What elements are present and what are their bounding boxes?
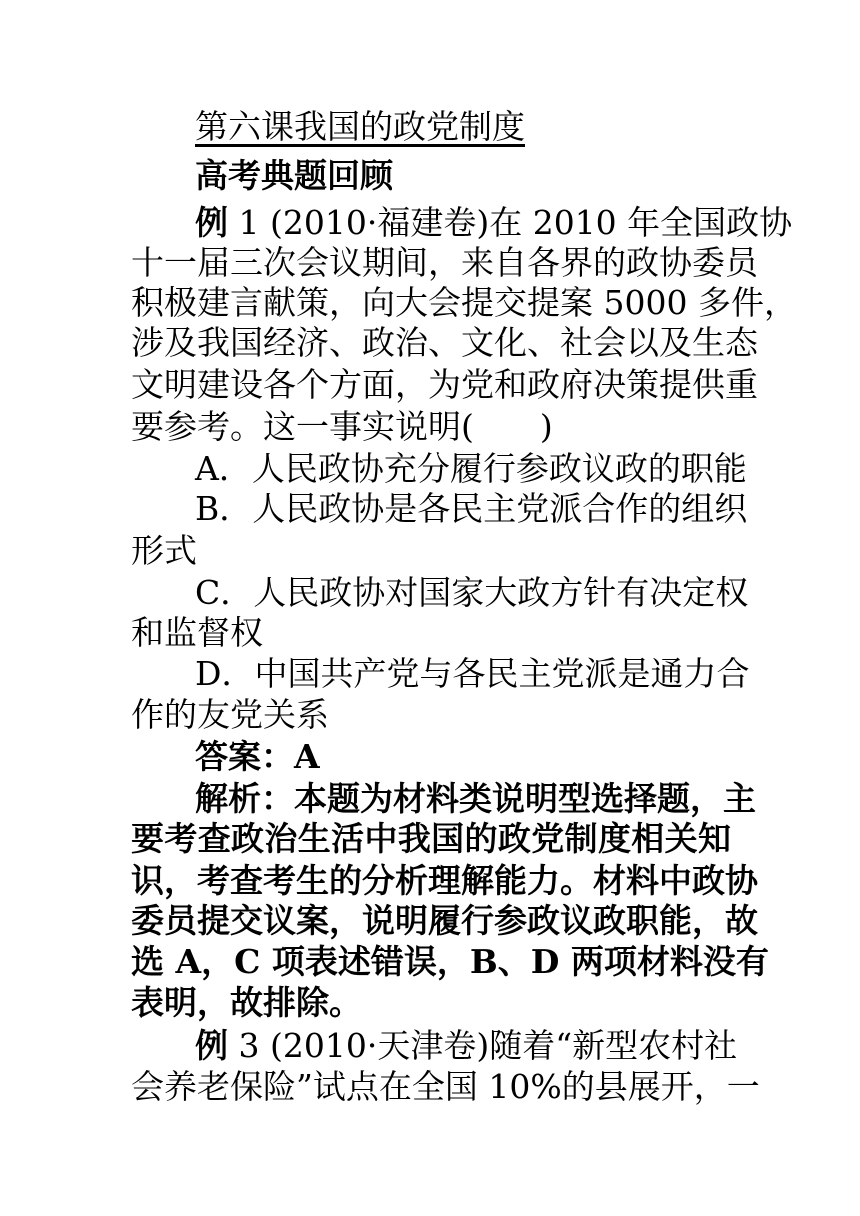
answer-label: 答案： <box>195 737 294 776</box>
answer-line <box>195 736 731 777</box>
analysis-label: 解析： <box>195 779 294 818</box>
analysis-line-5: 选 A，C 项表述错误，B、D 两项材料没有 <box>131 942 769 981</box>
example3-line-1 <box>195 1025 738 1066</box>
example1-line-1 <box>195 202 793 243</box>
example1-line-3: 积极建言献策，向大会提交提案 5000 多件， <box>131 283 797 322</box>
analysis-line-1-text: 本题为材料类说明型选择题，主 <box>294 779 756 818</box>
page-title: 第六课我国的政党制度 <box>195 107 525 146</box>
section-heading: 高考典题回顾 <box>195 156 393 195</box>
option-c-line-1: C．人民政协对国家大政方针有决定权 <box>195 573 749 612</box>
example1-line-5: 文明建设各个方面，为党和政府决策提供重 <box>131 365 758 404</box>
analysis-line-6: 表明，故排除。 <box>131 983 362 1022</box>
example1-line-2: 十一届三次会议期间，来自各界的政协委员 <box>131 243 758 282</box>
option-c-line-2: 和监督权 <box>131 613 263 652</box>
answer-value: A <box>294 737 320 776</box>
analysis-line-4: 委员提交议案，说明履行参政议政职能，故 <box>131 901 758 940</box>
option-a: A．人民政协充分履行参政议政的职能 <box>195 449 747 488</box>
option-d-line-2: 作的友党关系 <box>131 695 329 734</box>
example3-label: 例 <box>195 1026 228 1065</box>
example1-line-4: 涉及我国经济、政治、文化、社会以及生态 <box>131 323 758 362</box>
option-b-line-2: 形式 <box>131 531 197 570</box>
analysis-line-1 <box>195 778 756 819</box>
example1-line-6: 要参考。这一事实说明( ) <box>131 407 553 446</box>
option-d-line-1: D．中国共产党与各民主党派是通力合 <box>195 654 750 693</box>
option-b-line-1: B．人民政协是各民主党派合作的组织 <box>195 489 748 528</box>
example3-line-1-text: 3 (2010·天津卷)随着“新型农村社 <box>238 1026 738 1065</box>
analysis-line-3: 识，考查考生的分析理解能力。材料中政协 <box>131 861 758 900</box>
analysis-line-2: 要考查政治生活中我国的政党制度相关知 <box>131 819 731 858</box>
example1-line-1-text: 1 (2010·福建卷)在 2010 年全国政协 <box>238 203 793 242</box>
example1-label: 例 <box>195 203 228 242</box>
example3-line-2: 会养老保险”试点在全国 10%的县展开，一 <box>131 1067 760 1106</box>
